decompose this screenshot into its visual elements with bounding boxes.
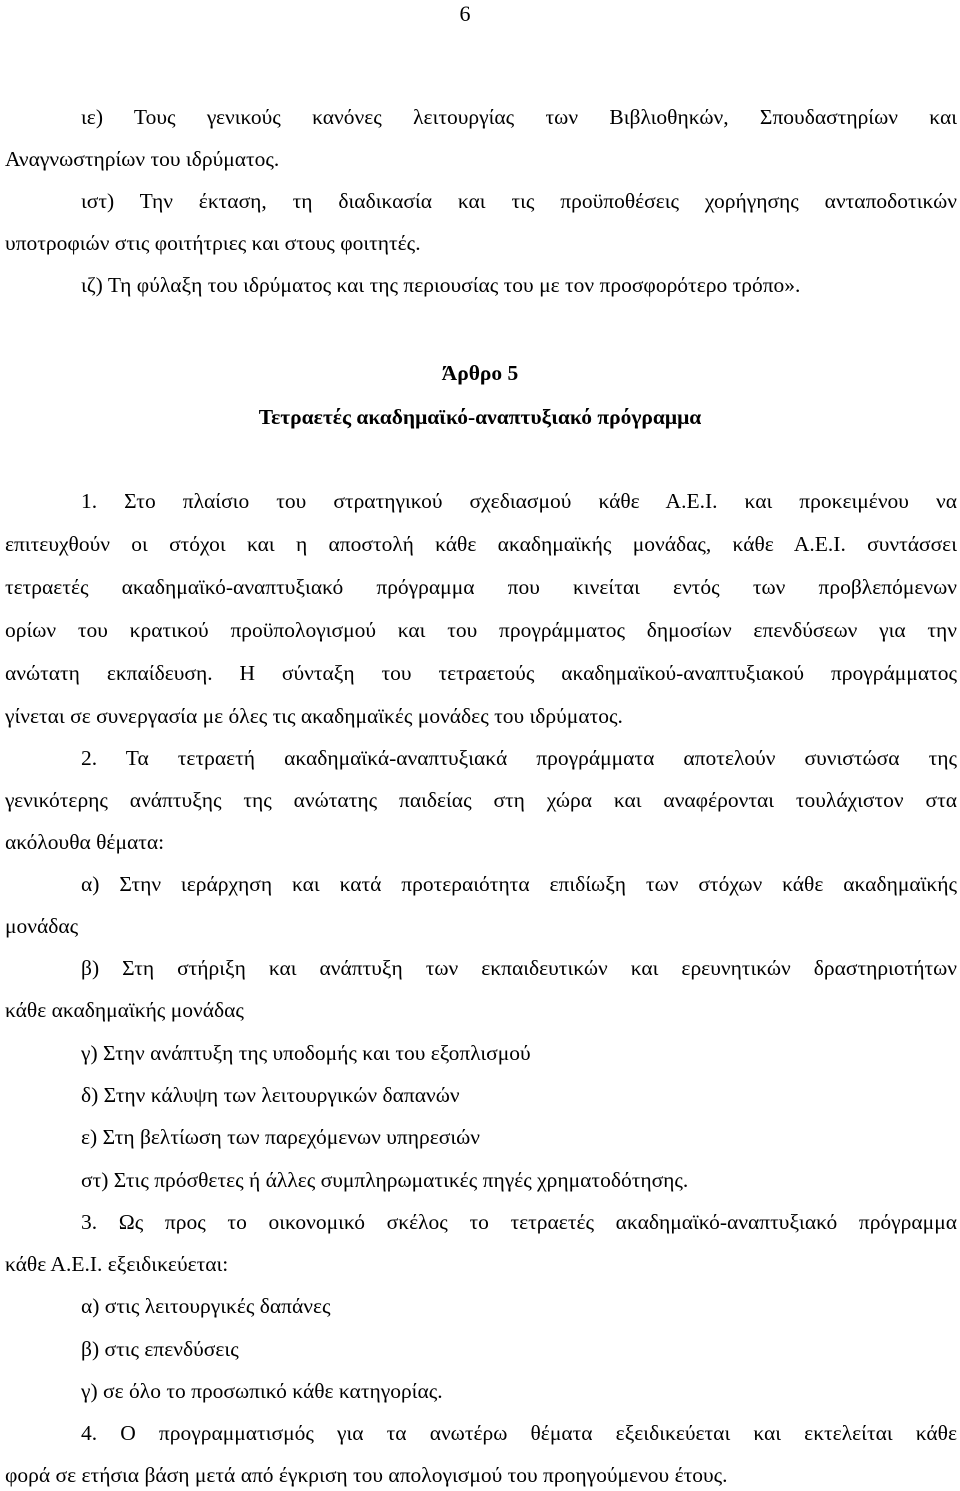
text-line: ακόλουθα θέματα:: [5, 830, 165, 854]
text-line: κάθε Α.Ε.Ι. εξειδικεύεται:: [5, 1252, 229, 1276]
text-line: επιτευχθούν οι στόχοι και η αποστολή κάθε ακαδημαϊκής μονάδας, κάθε Α.Ε.Ι. συντάσσει: [5, 532, 957, 556]
text-line: υποτροφιών στις φοιτήτριες και στους φοιτητές.: [5, 231, 421, 255]
list-item: γ) Στην ανάπτυξη της υποδομής και του εξοπλισμού: [81, 1041, 531, 1065]
text-line: 2. Τα τετραετή ακαδημαϊκά-αναπτυξιακά προγράμματα αποτελούν συνιστώσα της: [81, 746, 957, 770]
text-line: ανώτατη εκπαίδευση. Η σύνταξη του τετραετούς ακαδημαϊκού-αναπτυξιακού προγράμματος: [5, 661, 957, 685]
list-item: α) Στην ιεράρχηση και κατά προτεραιότητα επιδίωξη των στόχων κάθε ακαδημαϊκής: [81, 872, 957, 896]
text-line: 3. Ως προς το οικονομικό σκέλος το τετραετές ακαδημαϊκό-αναπτυξιακό πρόγραμμα: [81, 1210, 957, 1234]
text-line: ορίων του κρατικού προϋπολογισμού και του προγράμματος δημοσίων επενδύσεων για την: [5, 618, 957, 642]
list-item: β) στις επενδύσεις: [81, 1337, 239, 1361]
page-number: 6: [459, 1, 471, 26]
list-item: ε) Στη βελτίωση των παρεχόμενων υπηρεσιών: [81, 1125, 480, 1149]
text-line: ιστ) Την έκταση, τη διαδικασία και τις προϋποθέσεις χορήγησης ανταποδοτικών: [81, 189, 957, 213]
list-item: στ) Στις πρόσθετες ή άλλες συμπληρωματικές πηγές χρηματοδότησης.: [81, 1168, 689, 1192]
text-line: μονάδας: [5, 914, 79, 938]
text-line: κάθε ακαδημαϊκής μονάδας: [5, 998, 244, 1022]
text-line: φορά σε ετήσια βάση μετά από έγκριση του απολογισμού του προηγούμενου έτους.: [5, 1463, 728, 1487]
text-line: Αναγνωστηρίων του ιδρύματος.: [5, 147, 280, 171]
list-item: δ) Στην κάλυψη των λειτουργικών δαπανών: [81, 1083, 460, 1107]
text-line: ιζ) Τη φύλαξη του ιδρύματος και της περιουσίας του με τον προσφορότερο τρόπο».: [81, 273, 801, 297]
text-line: γενικότερης ανάπτυξης της ανώτατης παιδείας στη χώρα και αναφέρονται τουλάχιστον στα: [5, 788, 957, 812]
text-line: 1. Στο πλαίσιο του στρατηγικού σχεδιασμού κάθε Α.Ε.Ι. και προκειμένου να: [81, 489, 957, 513]
article-heading: Άρθρο 5: [441, 361, 519, 385]
list-item: β) Στη στήριξη και ανάπτυξη των εκπαιδευτικών και ερευνητικών δραστηριοτήτων: [81, 956, 957, 980]
article-title: Τετραετές ακαδημαϊκό-αναπτυξιακό πρόγραμμα: [258, 405, 702, 429]
text-line: ιε) Τους γενικούς κανόνες λειτουργίας των Βιβλιοθηκών, Σπουδαστηρίων και: [81, 105, 957, 129]
text-line: τετραετές ακαδημαϊκό-αναπτυξιακό πρόγραμμα που κινείται εντός των προβλεπόμενων: [5, 575, 957, 599]
list-item: γ) σε όλο το προσωπικό κάθε κατηγορίας.: [81, 1379, 443, 1403]
text-line: γίνεται σε συνεργασία με όλες τις ακαδημαϊκές μονάδες του ιδρύματος.: [5, 704, 623, 728]
text-line: 4. Ο προγραμματισμός για τα ανωτέρω θέματα εξειδικεύεται και εκτελείται κάθε: [81, 1421, 957, 1445]
list-item: α) στις λειτουργικές δαπάνες: [81, 1294, 331, 1318]
